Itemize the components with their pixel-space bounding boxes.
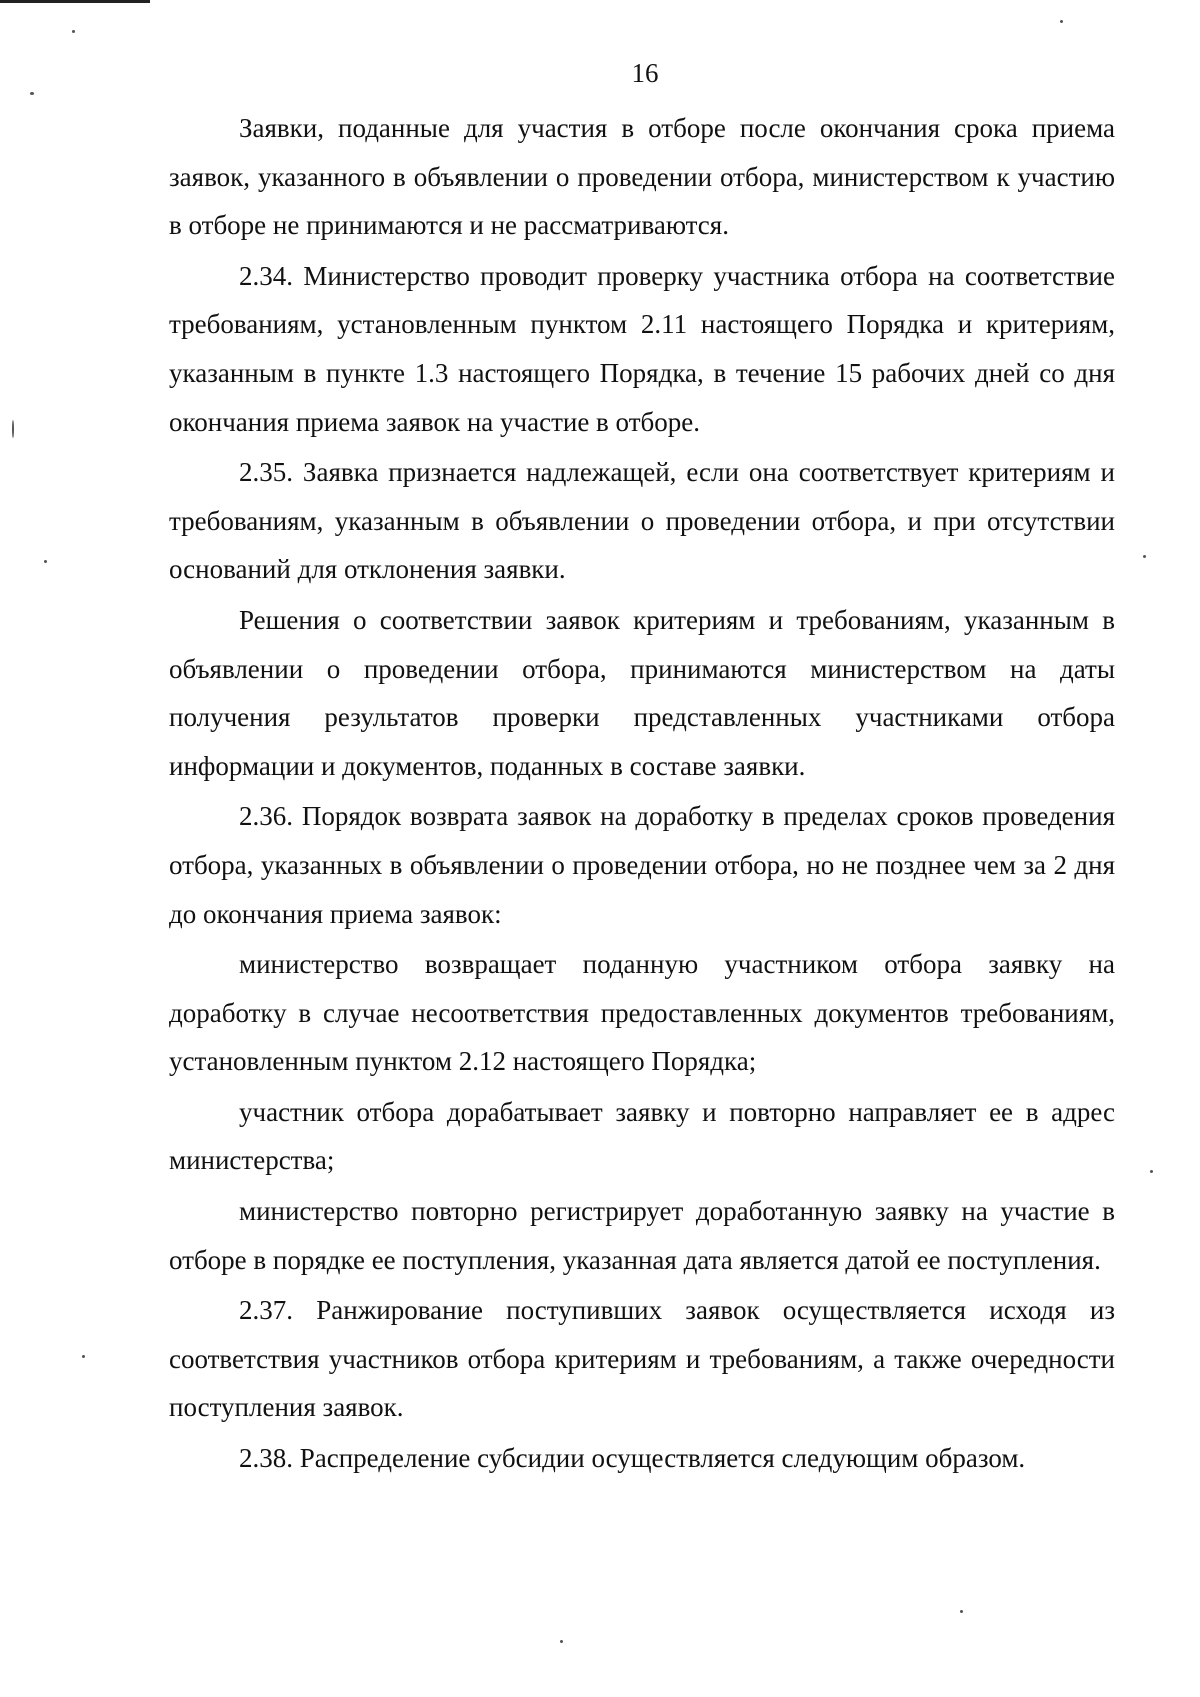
paragraph: Решения о соответствии заявок критериям и требованиям, указанным в объявлении о проведении отбора, принимаются министерством на даты получения результатов проверки представленных участниками отбора информации и документов, поданных в составе заявки. <box>169 604 1115 781</box>
document-body <box>169 104 1115 1484</box>
scan-speck <box>1143 555 1146 558</box>
paragraph-2-36: 2.36. Порядок возврата заявок на доработку в пределах сроков проведения отбора, указанных в объявлении о проведении отбора, но не позднее чем за 2 дня до окончания приема заявок: <box>169 801 1115 929</box>
list-paragraph: министерство повторно регистрирует доработанную заявку на участие в отборе в порядке ее поступления, указанная дата является датой ее поступления. <box>169 1196 1115 1275</box>
scan-speck <box>12 420 14 438</box>
scan-speck <box>44 560 47 563</box>
scan-speck <box>1060 20 1063 23</box>
page-number: 16 <box>631 58 659 88</box>
scan-speck <box>82 1355 85 1358</box>
paragraph-2-37: 2.37. Ранжирование поступивших заявок осуществляется исходя из соответствия участников отбора критериям и требованиям, а также очередности поступления заявок. <box>169 1295 1115 1423</box>
paragraph-2-38: 2.38. Распределение субсидии осуществляется следующим образом. <box>239 1443 1026 1474</box>
list-paragraph: участник отбора дорабатывает заявку и повторно направляет ее в адрес министерства; <box>169 1096 1115 1176</box>
paragraph-2-34: 2.34. Министерство проводит проверку участника отбора на соответствие требованиям, установленным пунктом 2.11 настоящего Порядка и критериям, указанным в пункте 1.3 настоящего Порядка, в течение 15 рабочих дней со дня окончания приема заявок на участие в отборе. <box>169 260 1115 437</box>
paragraph-2-35: 2.35. Заявка признается надлежащей, если она соответствует критериям и требованиям, указанным в объявлении о проведении отбора, и при отсутствии оснований для отклонения заявки. <box>169 457 1115 585</box>
scan-edge-rule <box>0 0 150 3</box>
scan-speck <box>960 1610 963 1613</box>
list-paragraph: министерство возвращает поданную участником отбора заявку на доработку в случае несоответствия предоставленных документов требованиям, установленным пунктом 2.12 настоящего Порядка; <box>169 949 1115 1077</box>
paragraph: Заявки, поданные для участия в отборе после окончания срока приема заявок, указанного в объявлении о проведении отбора, министерством к участию в отборе не принимаются и не рассматриваются. <box>169 113 1115 241</box>
scan-speck <box>30 92 34 95</box>
scan-speck <box>72 30 75 33</box>
scan-speck <box>1150 1170 1153 1173</box>
scan-speck <box>560 1640 563 1643</box>
